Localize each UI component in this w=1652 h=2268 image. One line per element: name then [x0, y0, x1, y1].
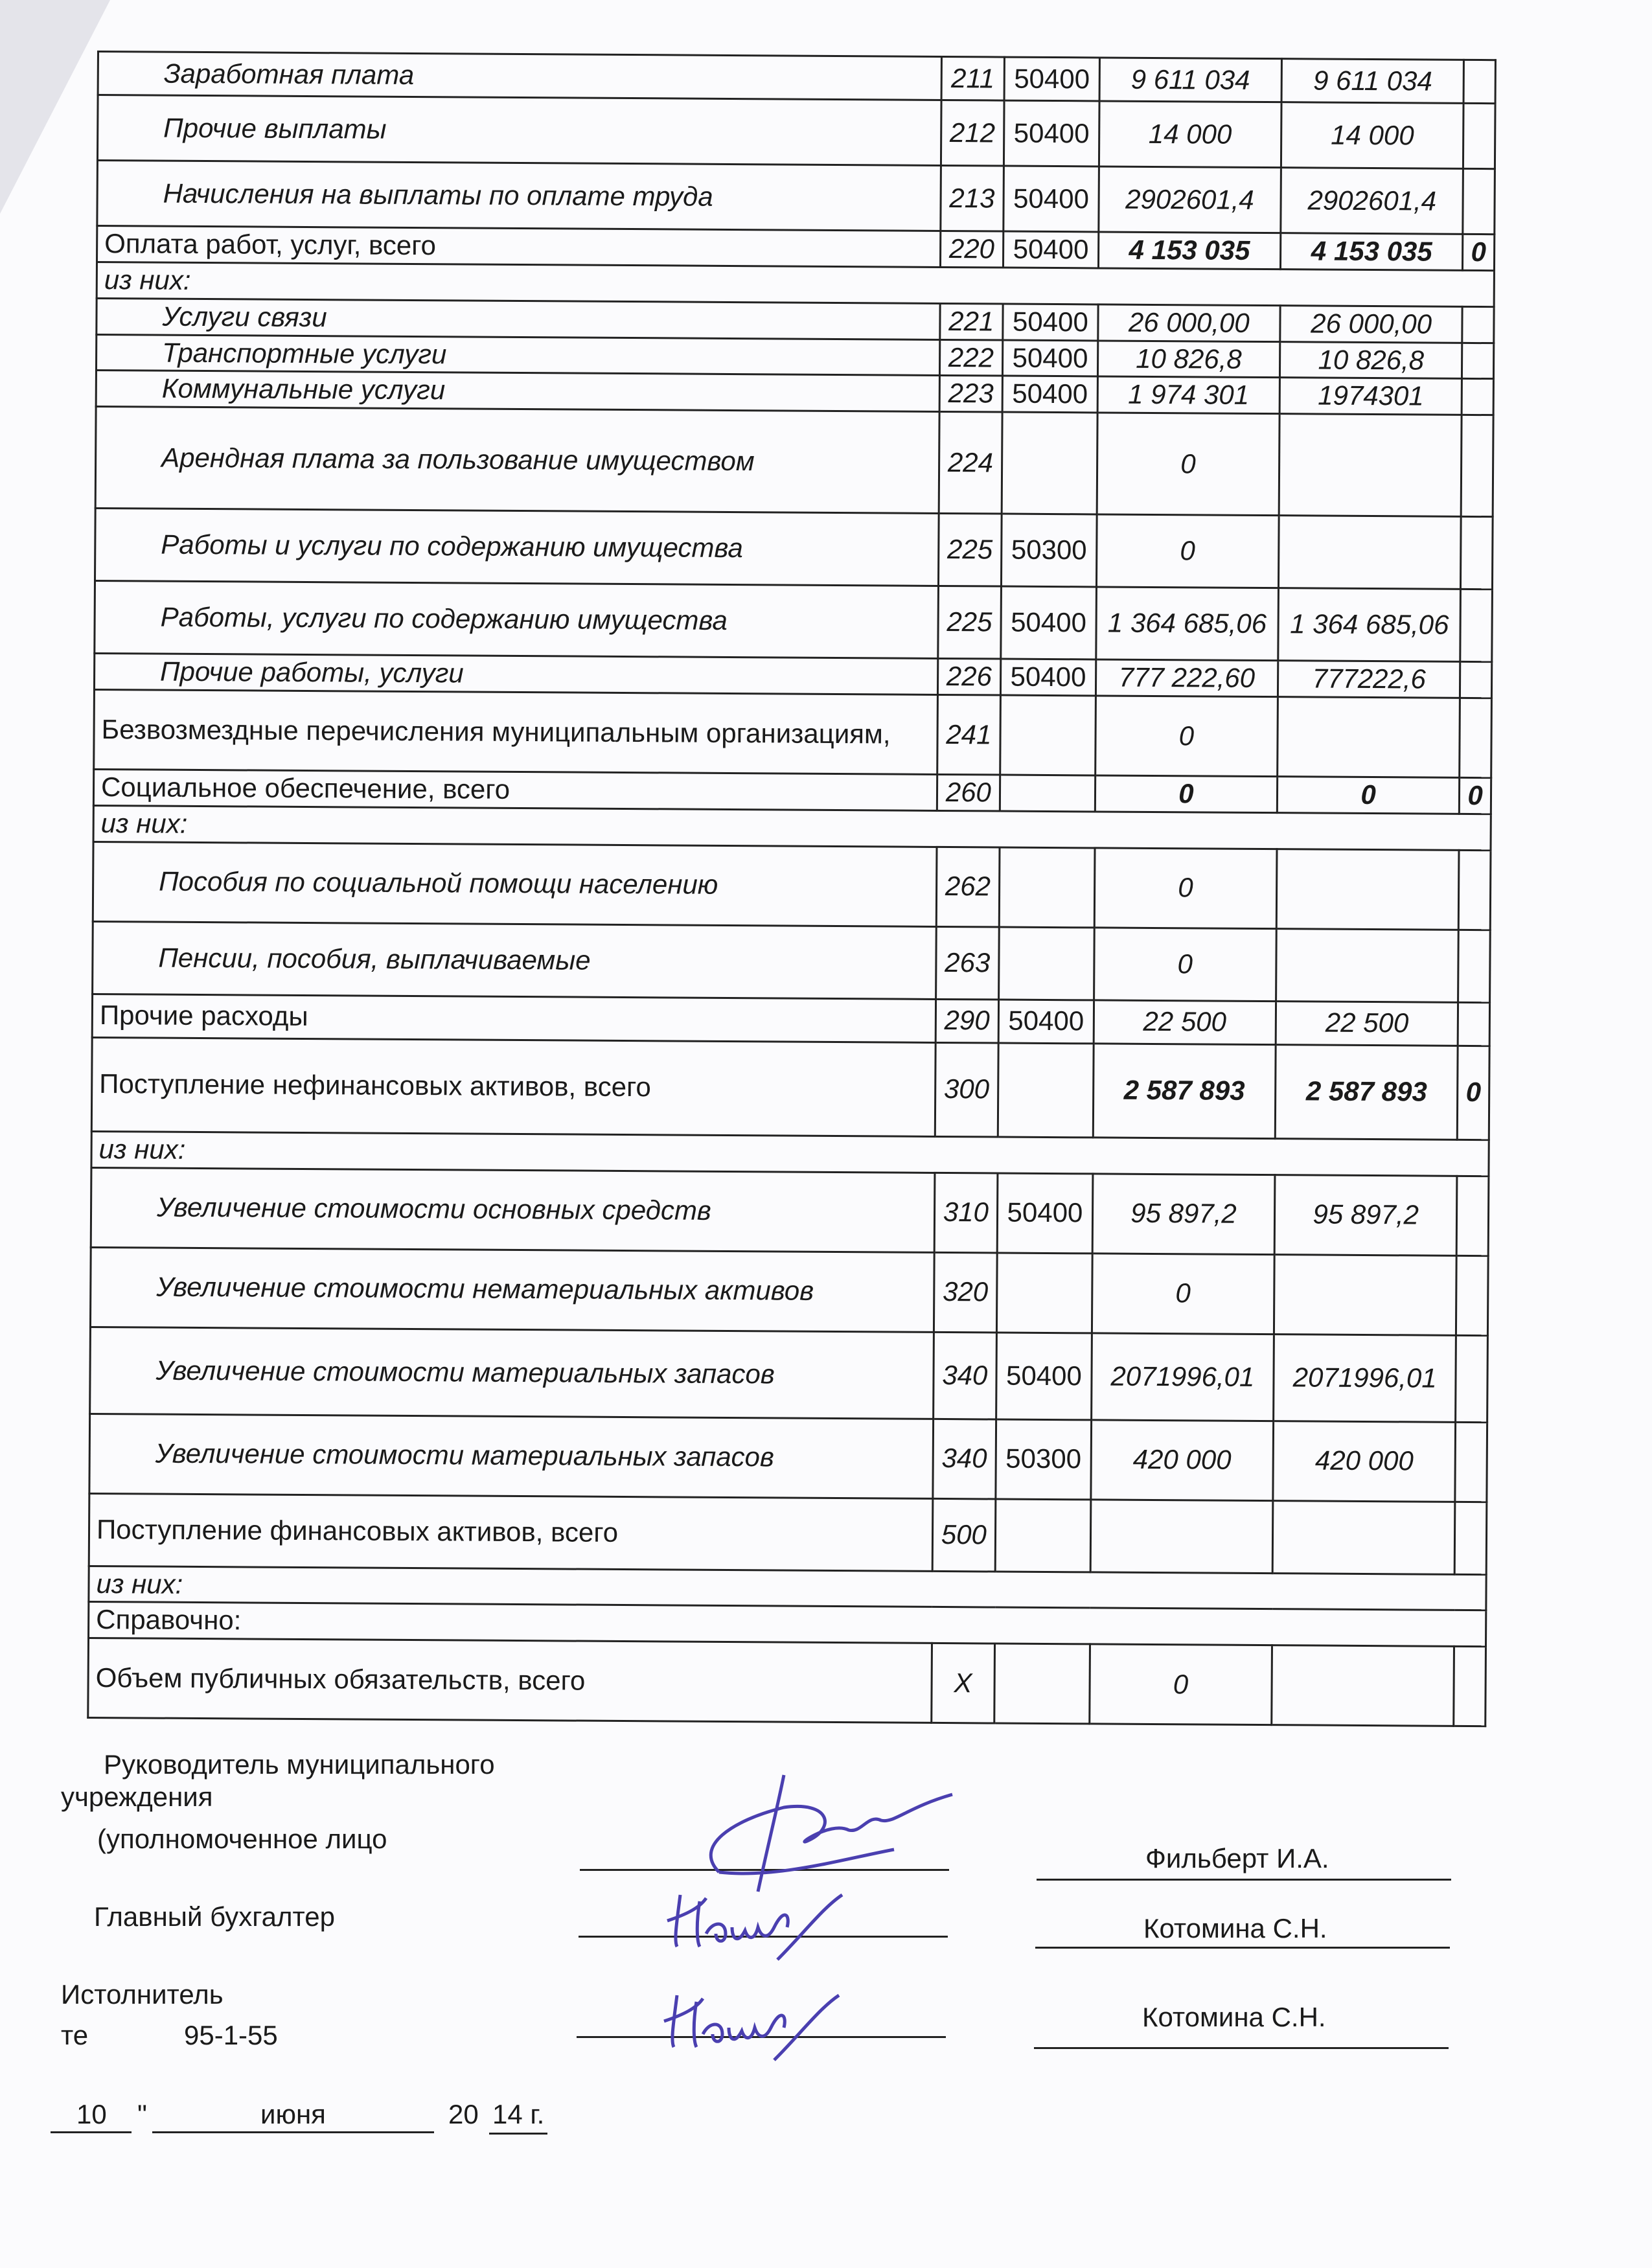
page-fold [0, 0, 110, 214]
date-month-line [152, 2131, 434, 2133]
row-difference [1454, 1646, 1486, 1726]
accountant-label: Главный бухгалтер [94, 1901, 335, 1932]
row-plan-amount: 0 [1094, 847, 1277, 928]
row-code: 300 [935, 1042, 998, 1137]
row-plan-amount: 0 [1097, 413, 1279, 516]
row-kosgu: 50400 [1003, 340, 1098, 376]
row-code: 223 [939, 375, 1003, 412]
row-code: 260 [937, 774, 1000, 811]
table-row [88, 1638, 1486, 1726]
row-code: 241 [937, 694, 1000, 775]
table-row [94, 689, 1492, 777]
row-code: 262 [936, 847, 1000, 927]
row-name: Арендная плата за пользование имуществом [95, 406, 939, 513]
row-difference [1461, 516, 1493, 589]
accountant-signature [661, 1882, 894, 1966]
row-plan-amount: 0 [1095, 696, 1278, 777]
row-actual-amount: 1 364 685,06 [1278, 588, 1461, 662]
table-row [91, 1037, 1489, 1140]
row-name: Пенсии, пособия, выплачиваемые [93, 921, 936, 999]
row-kosgu [998, 1043, 1093, 1138]
head-name: Фильберт И.А. [1145, 1843, 1329, 1873]
expenses-table [87, 51, 1497, 1727]
executor-signature [658, 1982, 891, 2067]
row-difference [1462, 343, 1494, 379]
row-code: 213 [940, 165, 1004, 231]
row-actual-amount: 2902601,4 [1281, 168, 1463, 235]
row-name: Работы, услуги по содержанию имущества [95, 580, 938, 658]
row-plan-amount: 0 [1092, 1253, 1274, 1334]
row-kosgu: 50400 [1004, 231, 1099, 268]
row-difference [1460, 698, 1491, 777]
row-kosgu [995, 1499, 1090, 1572]
row-plan-amount: 0 [1089, 1644, 1272, 1725]
row-kosgu [999, 927, 1094, 1000]
section-label: из них: [91, 1131, 1489, 1176]
row-kosgu: 50300 [996, 1419, 1091, 1500]
row-difference: 0 [1458, 1046, 1490, 1140]
row-name: Увеличение стоимости материальных запасов [89, 1414, 933, 1498]
table-row [95, 406, 1493, 516]
head-signature [680, 1769, 952, 1898]
row-name: Увеличение стоимости материальных запасов [90, 1327, 934, 1419]
row-code: 225 [937, 586, 1001, 659]
row-actual-amount: 26 000,00 [1280, 305, 1463, 343]
head-label-2: учреждения [61, 1781, 213, 1812]
row-name: Увеличение стоимости основных средств [91, 1167, 934, 1252]
row-actual-amount: 14 000 [1281, 102, 1463, 169]
row-kosgu: 50400 [1003, 304, 1098, 341]
table-row [91, 1167, 1489, 1255]
row-name: Начисления на выплаты по оплате труда [97, 161, 941, 231]
row-code: 226 [937, 658, 1001, 695]
table-row [89, 1493, 1487, 1574]
row-plan-amount: 22 500 [1094, 1000, 1276, 1044]
row-actual-amount [1272, 1645, 1454, 1726]
row-code: Х [931, 1643, 994, 1723]
row-actual-amount: 2071996,01 [1274, 1334, 1456, 1422]
row-difference [1456, 1255, 1488, 1335]
row-kosgu: 50400 [997, 1173, 1092, 1254]
executor-name: Котомина С.Н. [1142, 2002, 1326, 2032]
date-year-line [489, 2133, 547, 2135]
row-code: 340 [933, 1332, 996, 1419]
date-day: 10 [76, 2099, 107, 2129]
row-actual-amount: 10 826,8 [1279, 341, 1462, 378]
row-name: Безвозмездные перечисления муниципальным организациям, [94, 689, 937, 774]
date-day-line [51, 2131, 132, 2133]
row-name: Прочие расходы [92, 994, 935, 1042]
row-actual-amount [1278, 697, 1460, 778]
table-row [90, 1327, 1488, 1422]
row-name: Заработная плата [98, 52, 941, 100]
row-plan-amount: 10 826,8 [1097, 340, 1280, 377]
row-difference [1462, 378, 1493, 415]
row-actual-amount [1276, 849, 1459, 930]
row-kosgu [994, 1644, 1090, 1724]
row-difference: 0 [1463, 234, 1495, 270]
row-name: Поступление финансовых активов, всего [89, 1493, 932, 1571]
row-plan-amount: 0 [1096, 514, 1279, 588]
row-code: 224 [939, 411, 1003, 514]
row-kosgu: 50400 [996, 1333, 1092, 1420]
row-plan-amount: 26 000,00 [1098, 304, 1281, 341]
row-code: 500 [932, 1498, 996, 1572]
row-plan-amount: 4 153 035 [1098, 232, 1281, 269]
row-kosgu: 50400 [1001, 586, 1096, 659]
row-actual-amount: 1974301 [1279, 378, 1462, 415]
row-plan-amount: 0 [1094, 927, 1276, 1001]
section-label: из них: [93, 805, 1491, 850]
head-name-line [1037, 1879, 1451, 1881]
row-difference [1463, 168, 1495, 234]
row-name: Прочие работы, услуги [94, 653, 937, 694]
row-name: Оплата работ, услуг, всего [97, 226, 941, 268]
row-kosgu [997, 1253, 1092, 1333]
row-name: Транспортные услуги [96, 334, 939, 375]
row-code: 320 [934, 1252, 997, 1333]
row-difference [1459, 850, 1491, 930]
row-kosgu [999, 847, 1094, 928]
row-code: 221 [939, 303, 1003, 340]
row-plan-amount: 9 611 034 [1099, 58, 1282, 102]
row-difference [1455, 1422, 1487, 1502]
row-name: Услуги связи [97, 298, 940, 339]
row-difference [1458, 930, 1490, 1002]
row-kosgu: 50300 [1002, 514, 1097, 587]
head-label-3: (уполномоченное лицо [97, 1824, 387, 1854]
row-name: Социальное обеспечение, всего [93, 769, 937, 810]
date-year: 14 г. [492, 2099, 545, 2129]
accountant-name-line [1035, 1947, 1450, 1949]
row-difference [1461, 415, 1493, 516]
section-label: из них: [97, 262, 1494, 307]
row-kosgu: 50400 [1004, 100, 1099, 166]
table-row [97, 161, 1495, 235]
date-quote: " [137, 2099, 147, 2129]
row-code: 220 [940, 231, 1004, 268]
table-row [95, 508, 1493, 589]
row-name: Объем публичных обязательств, всего [88, 1638, 932, 1723]
row-actual-amount: 777222,6 [1278, 661, 1460, 698]
row-code: 225 [938, 513, 1002, 586]
row-plan-amount: 420 000 [1091, 1419, 1274, 1500]
row-name: Работы и услуги по содержанию имущества [95, 508, 939, 586]
row-plan-amount: 14 000 [1099, 101, 1281, 168]
row-kosgu [1002, 412, 1097, 514]
row-difference [1458, 1002, 1490, 1046]
executor-name-line [1034, 2047, 1449, 2049]
row-difference [1456, 1335, 1487, 1422]
row-plan-amount: 1 974 301 [1097, 376, 1280, 414]
accountant-name: Котомина С.Н. [1143, 1913, 1327, 1943]
row-difference: 0 [1460, 777, 1491, 814]
row-kosgu [1000, 775, 1095, 812]
table-row [93, 921, 1491, 1002]
row-plan-amount: 2 587 893 [1093, 1043, 1276, 1138]
row-code: 222 [939, 339, 1003, 376]
row-difference [1457, 1176, 1489, 1255]
row-actual-amount: 95 897,2 [1274, 1174, 1457, 1255]
row-kosgu: 50400 [998, 1000, 1094, 1044]
date-month: июня [260, 2099, 326, 2129]
row-name: Пособия по социальной помощи населению [93, 842, 936, 926]
row-code: 310 [934, 1173, 998, 1253]
row-kosgu: 50400 [1004, 166, 1099, 232]
head-label-1: Руководитель муниципального [104, 1749, 495, 1780]
row-actual-amount: 22 500 [1276, 1001, 1458, 1046]
row-actual-amount [1274, 1254, 1456, 1335]
row-plan-amount: 2071996,01 [1091, 1333, 1274, 1421]
row-actual-amount [1276, 928, 1459, 1002]
row-code: 290 [935, 999, 999, 1043]
row-difference [1460, 661, 1492, 698]
table-row [97, 95, 1495, 169]
row-code: 340 [932, 1419, 996, 1499]
table-row [95, 580, 1493, 661]
phone-number: 95-1-55 [184, 2020, 278, 2050]
row-actual-amount: 4 153 035 [1281, 233, 1463, 271]
row-difference [1463, 103, 1495, 168]
row-name: Прочие выплаты [97, 95, 941, 166]
row-code: 263 [935, 926, 999, 1000]
row-difference [1460, 589, 1492, 661]
row-name: Поступление нефинансовых активов, всего [91, 1037, 935, 1136]
row-name: Увеличение стоимости нематериальных активов [90, 1247, 934, 1332]
section-label: из них: [89, 1566, 1486, 1610]
table-row [93, 842, 1491, 930]
row-code: 211 [941, 56, 1005, 100]
row-plan-amount: 1 364 685,06 [1096, 587, 1279, 661]
row-plan-amount: 0 [1095, 775, 1278, 813]
row-difference [1462, 306, 1494, 343]
row-name: Коммунальные услуги [96, 370, 939, 411]
row-actual-amount: 0 [1277, 777, 1460, 814]
row-code: 212 [941, 100, 1004, 166]
row-actual-amount: 2 587 893 [1275, 1044, 1458, 1140]
date-century: 20 [448, 2099, 479, 2129]
row-actual-amount [1279, 414, 1462, 517]
row-kosgu: 50400 [1001, 659, 1096, 696]
row-difference [1463, 60, 1495, 103]
table-row [90, 1247, 1488, 1335]
row-plan-amount: 777 222,60 [1096, 659, 1278, 697]
row-actual-amount: 420 000 [1273, 1421, 1456, 1502]
row-kosgu: 50400 [1004, 57, 1099, 101]
row-difference [1455, 1502, 1487, 1574]
row-plan-amount: 2902601,4 [1099, 166, 1281, 233]
section-label: Справочно: [89, 1601, 1486, 1646]
row-kosgu: 50400 [1002, 376, 1097, 413]
row-kosgu [1000, 695, 1096, 775]
row-actual-amount [1272, 1500, 1455, 1574]
row-plan-amount: 95 897,2 [1092, 1173, 1275, 1254]
executor-label: Истолнитель [61, 1979, 224, 2010]
phone-label: те [61, 2020, 89, 2050]
row-plan-amount [1090, 1499, 1273, 1573]
table-row [89, 1414, 1487, 1502]
row-actual-amount: 9 611 034 [1281, 59, 1464, 104]
row-actual-amount [1278, 516, 1461, 590]
